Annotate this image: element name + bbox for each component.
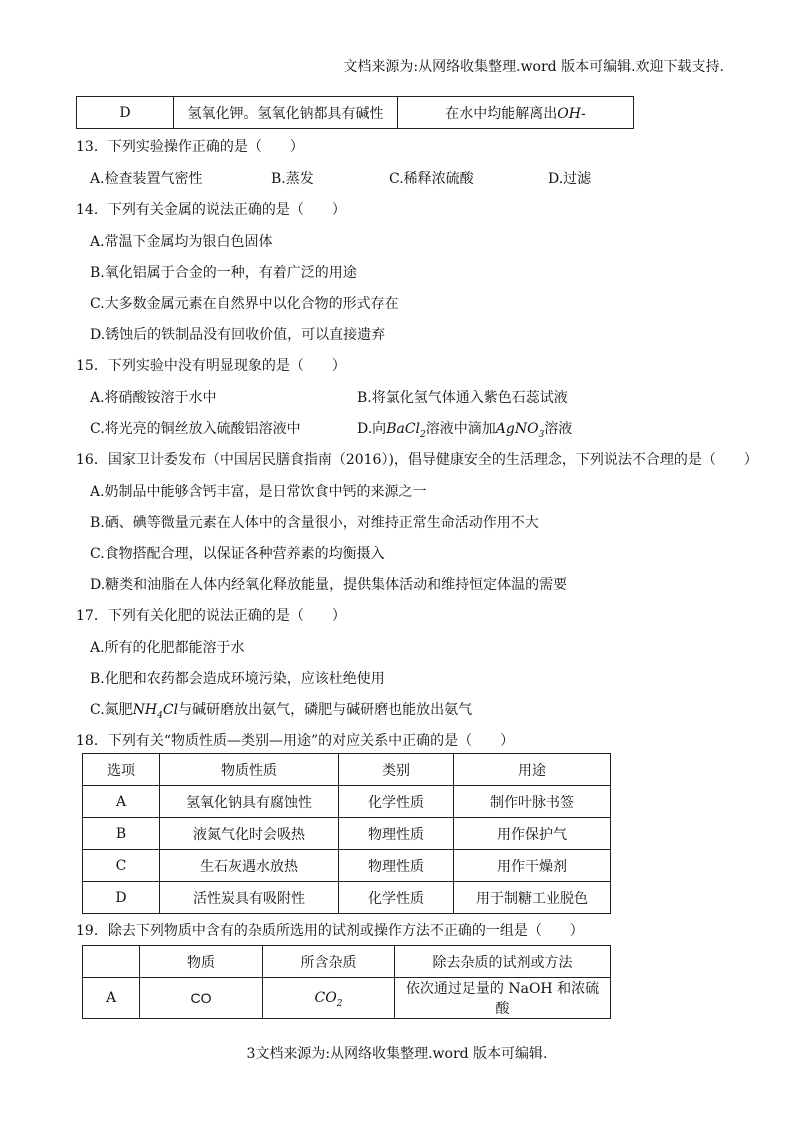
table-cell: 物理性质 [339,818,454,850]
question-18: 18．下列有关“物质性质—类别—用途”的对应关系中正确的是（ ） [76,733,515,749]
header-cell: 除去杂质的试剂或方法 [395,946,611,978]
table-cell: 依次通过足量的 NaOH 和浓硫酸 [395,978,611,1019]
q14-option-c: C.大多数金属元素在自然界中以化合物的形式存在 [90,296,399,312]
table-cell: 活性炭具有吸附性 [160,882,339,914]
table-cell: B [83,818,160,850]
q13-option-d: D.过滤 [548,171,592,187]
q16-option-b: B.硒、碘等微量元素在人体中的含量很小，对维持正常生命活动作用不大 [90,515,539,531]
table-cell: 氢氧化钠具有腐蚀性 [160,786,339,818]
question-17: 17．下列有关化肥的说法正确的是（ ） [76,608,346,624]
table-cell: 化学性质 [339,882,454,914]
table-cell: C [83,850,160,882]
page-header: 文档来源为:从网络收集整理.word 版本可编辑.欢迎下载支持. [343,59,724,75]
q17-option-a: A.所有的化肥都能溶于水 [90,640,245,656]
table-cell: 用于制糖工业脱色 [454,882,611,914]
page-footer: 3文档来源为:从网络收集整理.word 版本可编辑. [246,1046,548,1062]
table-cell: 物理性质 [339,850,454,882]
q13-option-a: A.检查装置气密性 [90,171,203,187]
table-header-row [83,754,611,786]
table-cell: 液氮气化时会吸热 [160,818,339,850]
header-cell: 用途 [454,754,611,786]
q14-option-d: D.锈蚀后的铁制品没有回收价值，可以直接遗弃 [90,327,386,343]
table-row [83,882,611,914]
q15-option-b: B.将氯化氢气体通入紫色石蕊试液 [357,390,568,406]
header-cell: 选项 [83,754,160,786]
q16-option-a: A.奶制品中能够含钙丰富，是日常饮食中钙的来源之一 [90,484,427,500]
q16-option-c: C.食物搭配合理，以保证各种营养素的均衡摄入 [90,546,385,562]
table-cell: 化学性质 [339,786,454,818]
table-cell: 用作保护气 [454,818,611,850]
cell-option: D [77,97,174,129]
q16-option-d: D.糖类和油脂在人体内经氧化释放能量，提供集体活动和维持恒定体温的需要 [90,577,568,593]
q14-option-b: B.氧化铝属于合金的一种，有着广泛的用途 [90,265,357,281]
q13-option-b: B.蒸发 [271,171,314,187]
question-16: 16．国家卫计委发布（中国居民膳食指南（2016）)，倡导健康安全的生活理念，下列说法不合理的是（ ） [76,452,758,468]
table-row [83,818,611,850]
table-cell: D [83,882,160,914]
table-cell: A [83,978,140,1019]
table-cell: 制作叶脉书签 [454,786,611,818]
header-cell: 物质 [140,946,263,978]
q13-option-c: C.稀释浓硫酸 [389,171,474,187]
formula-oh: OH- [557,105,586,122]
q15-option-a: A.将硝酸铵溶于水中 [90,390,217,406]
q15-option-c: C.将光亮的铜丝放入硫酸铝溶液中 [90,421,301,437]
q14-option-a: A.常温下金属均为银白色固体 [90,234,273,250]
question-15: 15．下列实验中没有明显现象的是（ ） [76,358,346,374]
cell-note: 在水中均能解离出OH- [398,97,634,129]
q17-option-b: B.化肥和农药都会造成环境污染，应该杜绝使用 [90,671,385,687]
question-19: 19．除去下列物质中含有的杂质所选用的试剂或操作方法不正确的一组是（ ） [76,923,584,939]
header-cell: 所含杂质 [263,946,395,978]
table-cell: 用作干燥剂 [454,850,611,882]
table-cell: CO [140,978,263,1019]
table-header-row [83,946,611,978]
cell-desc: 氢氧化钾。氢氧化钠都具有碱性 [174,97,398,129]
question-14: 14．下列有关金属的说法正确的是（ ） [76,202,346,218]
table-q19 [82,945,611,1019]
question-13: 13．下列实验操作正确的是（ ） [76,139,304,155]
q15-option-d: D.向BaCl$_2$溶液中滴加AgNO$_3$溶液 [357,421,573,440]
table-top [76,96,634,129]
q17-option-c: C.氮肥$NH_4Cl$与碱研磨放出氨气，磷肥与碱研磨也能放出氨气 [90,702,473,721]
table-cell: A [83,786,160,818]
header-cell: 物质性质 [160,754,339,786]
header-cell [83,946,140,978]
table-row [83,978,611,1019]
table-cell: $CO_2$ [263,978,395,1019]
table-q18 [82,753,611,914]
table-row [83,850,611,882]
header-cell: 类别 [339,754,454,786]
table-row [83,786,611,818]
table-cell: 生石灰遇水放热 [160,850,339,882]
